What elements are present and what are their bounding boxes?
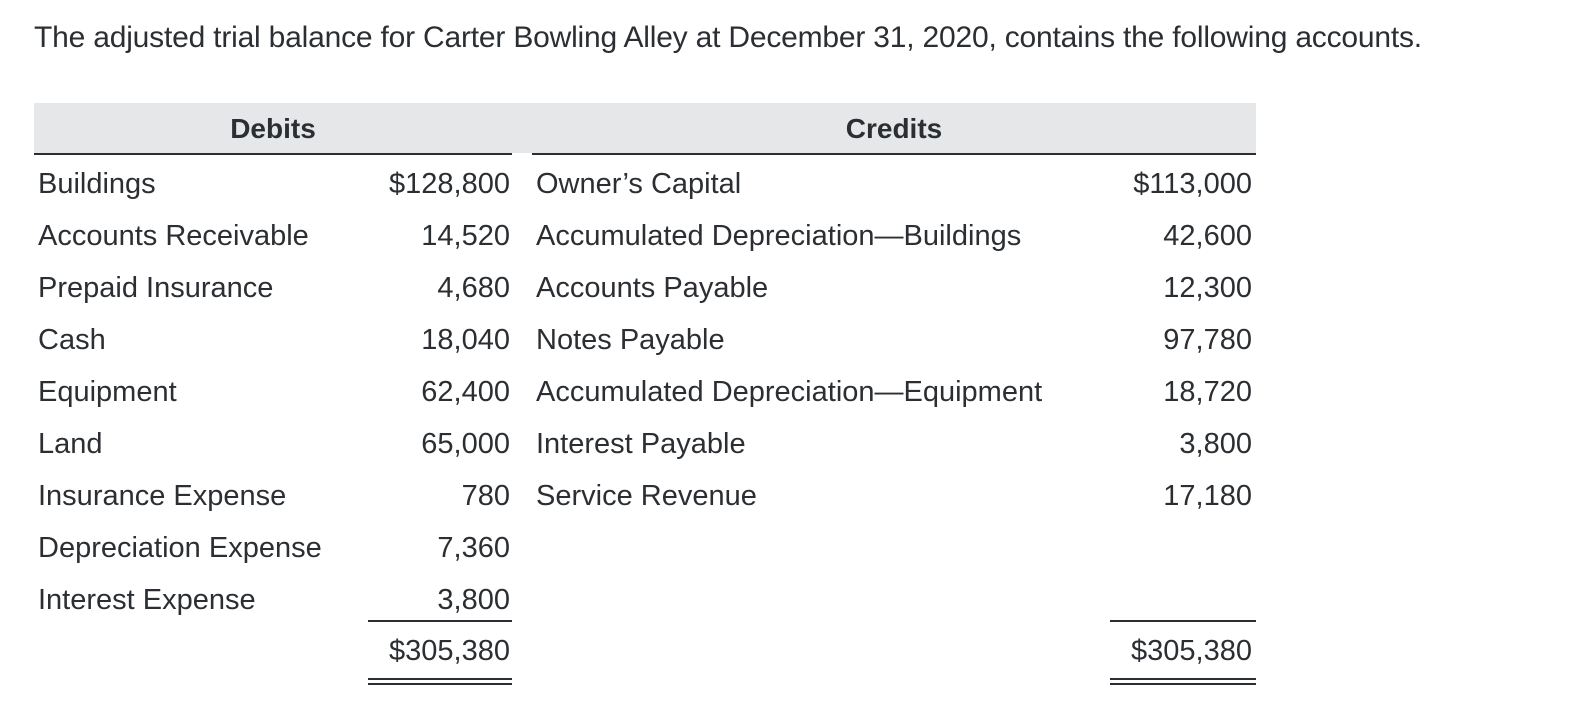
table-row [34, 470, 1256, 522]
debit-total-double-rule [368, 678, 512, 685]
debit-account: Depreciation Expense [38, 532, 322, 564]
debit-account: Equipment [38, 376, 177, 408]
credit-amount: 3,800 [1179, 428, 1252, 460]
debit-amount: 7,360 [437, 532, 510, 564]
credit-account: Accumulated Depreciation—Equipment [536, 376, 1043, 408]
credit-account: Accumulated Depreciation—Buildings [536, 220, 1022, 252]
credits-header: Credits [532, 103, 1256, 155]
debit-account: Insurance Expense [38, 480, 287, 512]
table-row [34, 366, 1256, 418]
debit-amount: 4,680 [437, 272, 510, 304]
debits-header: Debits [34, 103, 512, 155]
totals-row [34, 625, 1256, 677]
debit-amount: 65,000 [421, 428, 510, 460]
credit-total: $305,380 [1131, 635, 1252, 667]
debit-amount: $128,800 [389, 168, 510, 200]
debit-amount: 62,400 [421, 376, 510, 408]
debit-amount: 14,520 [421, 220, 510, 252]
credit-amount: $113,000 [1133, 168, 1252, 200]
credit-account: Owner’s Capital [536, 168, 742, 200]
credit-amount: 17,180 [1163, 480, 1252, 512]
intro-text: The adjusted trial balance for Carter Bowling Alley at December 31, 2020, contains the following accounts. [34, 21, 1422, 54]
table-row [34, 314, 1256, 366]
debit-amount: 18,040 [421, 324, 510, 356]
credit-total-rule [1110, 620, 1256, 622]
credit-account: Interest Payable [536, 428, 746, 460]
credit-amount: 12,300 [1163, 272, 1252, 304]
debit-total-rule [368, 620, 512, 622]
debit-account: Land [38, 428, 103, 460]
table-row [34, 210, 1256, 262]
table-row [34, 158, 1256, 210]
table-row [34, 262, 1256, 314]
credit-amount: 18,720 [1163, 376, 1252, 408]
credit-amount: 97,780 [1163, 324, 1252, 356]
debit-account: Interest Expense [38, 584, 256, 616]
credit-account: Notes Payable [536, 324, 725, 356]
debit-total: $305,380 [389, 635, 510, 667]
table-row [34, 522, 1256, 574]
debit-account: Prepaid Insurance [38, 272, 274, 304]
debit-amount: 780 [461, 480, 510, 512]
header-gap [512, 103, 532, 155]
table-row [34, 574, 1256, 626]
debit-account: Cash [38, 324, 106, 356]
credit-amount: 42,600 [1163, 220, 1252, 252]
debit-amount: 3,800 [437, 584, 510, 616]
trial-balance-table [34, 103, 1256, 703]
debit-account: Buildings [38, 168, 156, 200]
credit-account: Service Revenue [536, 480, 757, 512]
credit-account: Accounts Payable [536, 272, 769, 304]
debit-account: Accounts Receivable [38, 220, 309, 252]
table-row [34, 418, 1256, 470]
credit-total-double-rule [1110, 678, 1256, 685]
